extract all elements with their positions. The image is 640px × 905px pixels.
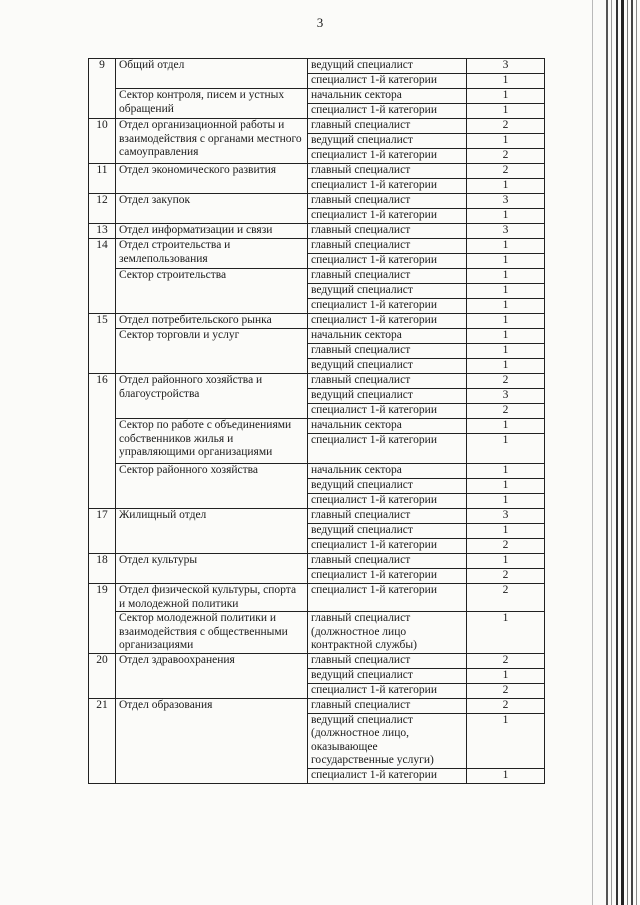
table-row [89,194,545,209]
position-count: 2 [467,404,545,419]
department-name: Сектор торговли и услуг [116,329,308,374]
position-title: ведущий специалист [308,389,467,404]
position-count: 1 [467,89,545,104]
department-name: Отдел потребительского рынка [116,314,308,329]
table-row [89,509,545,524]
group-number: 17 [89,509,116,554]
position-title: главный специалист [308,164,467,179]
position-title: ведущий специалист [308,668,467,683]
table-row [89,164,545,179]
position-title: специалист 1-й категории [308,179,467,194]
position-title: главный специалист [308,509,467,524]
department-name: Сектор по работе с объединениями собственников жилья и управляющими организациями [116,419,308,464]
position-title: главный специалист [308,269,467,284]
group-number: 16 [89,374,116,509]
department-name: Отдел здравоохранения [116,653,308,698]
position-count: 1 [467,479,545,494]
position-title: ведущий специалист [308,359,467,374]
position-count: 1 [467,359,545,374]
position-count: 1 [467,209,545,224]
position-title: специалист 1-й категории [308,768,467,783]
group-number: 14 [89,239,116,314]
position-title: специалист 1-й категории [308,254,467,269]
position-title: главный специалист [308,554,467,569]
position-count: 1 [467,314,545,329]
position-count: 1 [467,134,545,149]
position-count: 1 [467,668,545,683]
position-count: 2 [467,569,545,584]
group-number: 21 [89,698,116,783]
position-title: специалист 1-й категории [308,404,467,419]
position-title: главный специалист [308,224,467,239]
position-count: 1 [467,284,545,299]
group-number: 9 [89,59,116,119]
position-title: специалист 1-й категории [308,74,467,89]
group-number: 12 [89,194,116,224]
position-title: специалист 1-й категории [308,584,467,612]
position-title: ведущий специалист [308,134,467,149]
position-count: 3 [467,389,545,404]
table-row [89,119,545,134]
position-count: 1 [467,254,545,269]
position-title: ведущий специалист [308,284,467,299]
position-title: главный специалист [308,119,467,134]
position-count: 1 [467,713,545,768]
position-count: 2 [467,149,545,164]
department-name: Отдел закупок [116,194,308,224]
position-title: главный специалист (должностное лицо контрактной службы) [308,612,467,654]
position-count: 1 [467,768,545,783]
position-count: 2 [467,539,545,554]
position-count: 3 [467,194,545,209]
department-name: Общий отдел [116,59,308,89]
position-count: 1 [467,554,545,569]
position-title: специалист 1-й категории [308,104,467,119]
position-title: специалист 1-й категории [308,434,467,464]
department-name: Отдел культуры [116,554,308,584]
position-title: начальник сектора [308,89,467,104]
table-row [89,59,545,74]
table-row [89,554,545,569]
position-count: 2 [467,584,545,612]
table-row [89,653,545,668]
group-number: 13 [89,224,116,239]
table-row [89,419,545,434]
position-count: 1 [467,344,545,359]
position-title: главный специалист [308,194,467,209]
position-count: 2 [467,698,545,713]
table-row [89,584,545,612]
group-number: 10 [89,119,116,164]
position-count: 2 [467,683,545,698]
staff-table [88,58,545,784]
position-title: специалист 1-й категории [308,314,467,329]
table-row [89,239,545,254]
position-count: 2 [467,164,545,179]
page-edge-shadow [590,0,640,905]
position-count: 3 [467,509,545,524]
position-count: 3 [467,59,545,74]
position-title: специалист 1-й категории [308,494,467,509]
position-title: ведущий специалист (должностное лицо, оказывающее государственные услуги) [308,713,467,768]
position-count: 1 [467,329,545,344]
position-count: 1 [467,612,545,654]
position-count: 1 [467,179,545,194]
department-name: Сектор молодежной политики и взаимодействия с общественными организациями [116,612,308,654]
table-row [89,698,545,713]
page-number: 3 [316,15,324,30]
position-count: 2 [467,119,545,134]
position-title: главный специалист [308,374,467,389]
position-title: начальник сектора [308,419,467,434]
position-count: 1 [467,299,545,314]
department-name: Отдел образования [116,698,308,783]
table-row [89,269,545,284]
department-name: Отдел экономического развития [116,164,308,194]
department-name: Отдел районного хозяйства и благоустройства [116,374,308,419]
position-count: 1 [467,494,545,509]
table-row [89,329,545,344]
department-name: Жилищный отдел [116,509,308,554]
table-row [89,314,545,329]
position-count: 1 [467,239,545,254]
table-row [89,612,545,654]
department-name: Отдел физической культуры, спорта и молодежной политики [116,584,308,612]
position-count: 2 [467,374,545,389]
position-count: 2 [467,653,545,668]
group-number: 15 [89,314,116,374]
department-name: Сектор контроля, писем и устных обращений [116,89,308,119]
position-count: 1 [467,524,545,539]
staff-table-body [89,59,545,784]
group-number: 20 [89,653,116,698]
position-count: 1 [467,419,545,434]
department-name: Отдел организационной работы и взаимодействия с органами местного самоуправления [116,119,308,164]
department-name: Сектор районного хозяйства [116,464,308,509]
position-count: 1 [467,434,545,464]
position-title: специалист 1-й категории [308,299,467,314]
group-number: 18 [89,554,116,584]
position-title: специалист 1-й категории [308,149,467,164]
position-title: главный специалист [308,344,467,359]
position-count: 1 [467,74,545,89]
position-title: главный специалист [308,653,467,668]
position-count: 1 [467,269,545,284]
position-title: специалист 1-й категории [308,683,467,698]
position-title: главный специалист [308,698,467,713]
group-number: 19 [89,584,116,654]
table-row [89,374,545,389]
position-title: специалист 1-й категории [308,209,467,224]
position-title: начальник сектора [308,464,467,479]
table-row [89,464,545,479]
position-count: 3 [467,224,545,239]
position-title: ведущий специалист [308,524,467,539]
position-title: ведущий специалист [308,479,467,494]
department-name: Отдел строительства и землепользования [116,239,308,269]
position-title: ведущий специалист [308,59,467,74]
position-title: главный специалист [308,239,467,254]
position-title: начальник сектора [308,329,467,344]
position-title: специалист 1-й категории [308,539,467,554]
position-count: 1 [467,464,545,479]
table-row [89,224,545,239]
table-row [89,89,545,104]
department-name: Сектор строительства [116,269,308,314]
position-count: 1 [467,104,545,119]
position-title: специалист 1-й категории [308,569,467,584]
group-number: 11 [89,164,116,194]
department-name: Отдел информатизации и связи [116,224,308,239]
